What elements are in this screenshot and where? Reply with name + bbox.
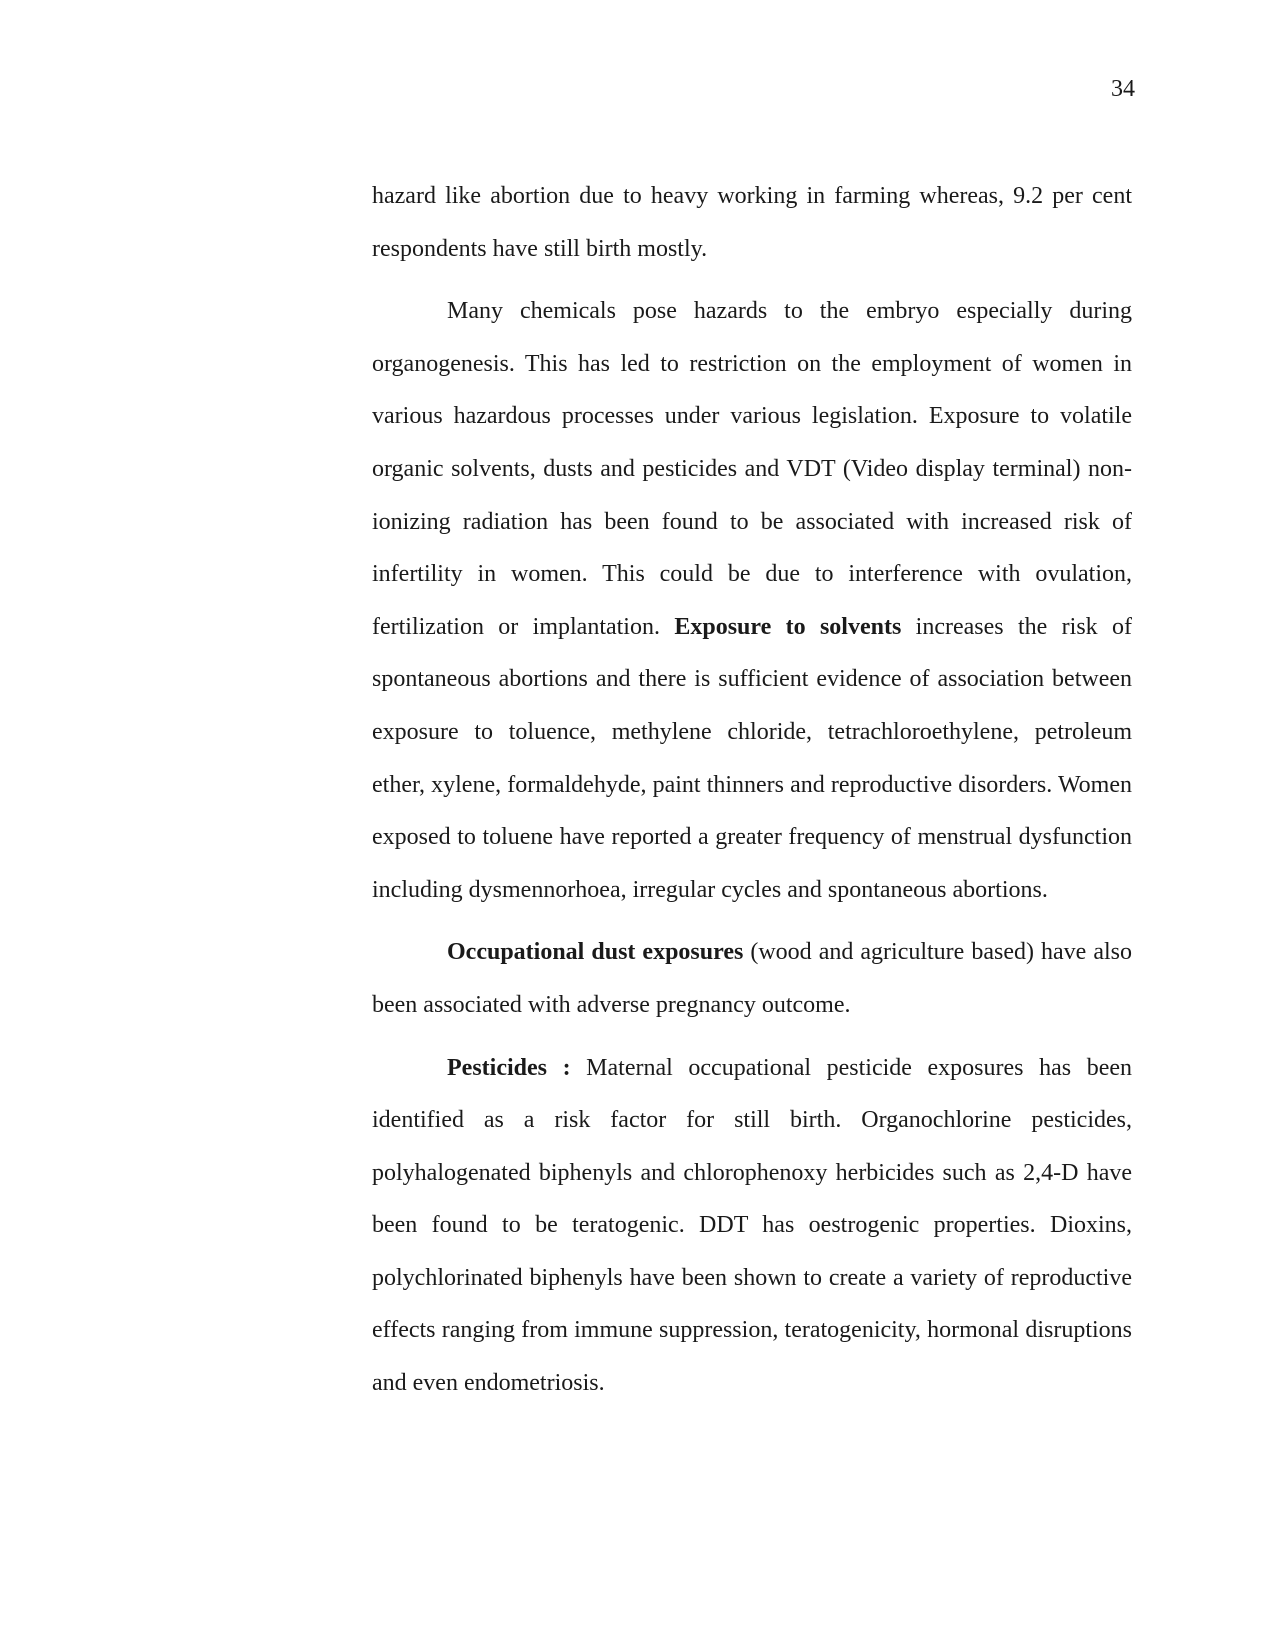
page-number: 34 [1111, 76, 1135, 102]
paragraph-pesticides [372, 1042, 1132, 1410]
heading-exposure-to-solvents: Exposure to solvents [674, 613, 902, 640]
heading-occupational-dust-exposures: Occupational dust exposures [447, 939, 744, 966]
body-text [372, 170, 1132, 1410]
paragraph-dust-text: (wood and agriculture based) have also been associated with adverse pregnancy outcome. [372, 939, 1132, 1018]
paragraph-pesticides-text: Maternal occupational pesticide exposures has been identified as a risk factor for still birth. Organochlorine pesticides, polyhalogenated biphenyls and chlorophenoxy herbicides such as 2,4-D have been found to be teratogenic. DDT has oestrogenic properties. Dioxins, polychlorinated biphenyls have been shown to create a variety of reproductive effects ranging from immune suppression, teratogenicity, hormonal disruptions and even endometriosis. [372, 1054, 1133, 1397]
paragraph-dust-exposures [372, 926, 1132, 1031]
heading-pesticides: Pesticides : [447, 1054, 571, 1081]
paragraph-continuation: hazard like abortion due to heavy working in farming whereas, 9.2 per cent respondents have still birth mostly. [372, 183, 1132, 262]
paragraph-solvents-text: increases the risk of spontaneous abortions and there is sufficient evidence of association between exposure to toluence, methylene chloride, tetrachloroethylene, petroleum ether, xylene, formaldehyde, paint thinners and reproductive disorders. Women exposed to toluene have reported a greater frequency of menstrual dysfunction including dysmennorhoea, irregular cycles and spontaneous abortions. [372, 613, 1133, 903]
paragraph-chemical-hazards [372, 285, 1132, 916]
paragraph-chemical-hazards-text: Many chemicals pose hazards to the embryo especially during organogenesis. This has led to restriction on the employment of women in various hazardous processes under various legislation. Exposure to volatile organic solvents, dusts and pesticides and VDT (Video display terminal) non-ionizing radiation has been found to be associated with increased risk of infertility in women. This could be due to interference with ovulation, fertilization or implantation. [372, 298, 1132, 640]
